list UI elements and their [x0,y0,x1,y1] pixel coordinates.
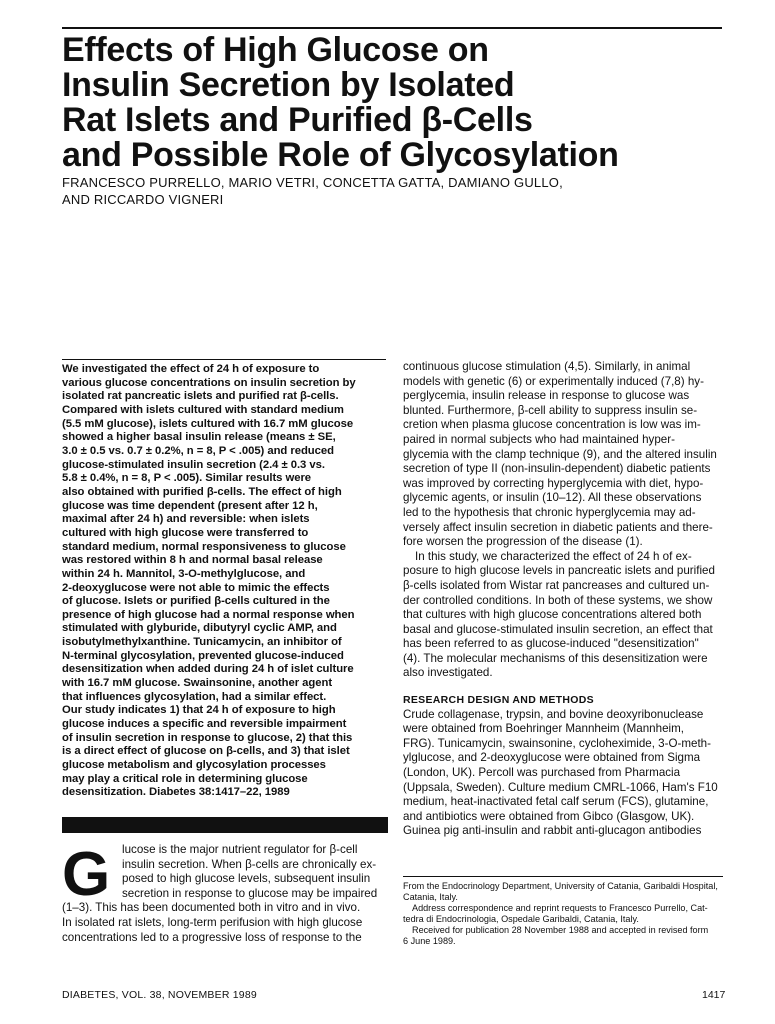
abstract-line: was restored within 8 h and normal basal release [62,554,323,567]
body-line: secretion of type II (non-insulin-dependent) diabetic patients [403,462,711,476]
body-line: led to the hypothesis that chronic hyperglycemia may ad- [403,505,696,519]
abstract-line: 5.8 ± 0.4%, n = 8, P < .005). Similar results were [62,472,312,485]
methods-paragraph [403,708,725,839]
abstract-line: of glucose. Islets or purified β-cells cultured in the [62,595,330,608]
footnote-line: Catania, Italy. [403,892,458,903]
abstract-line: 3.0 ± 0.5 vs. 0.7 ± 0.2%, n = 8, P < .005) and reduced [62,444,334,457]
abstract-line: stimulated with glyburide, dibutyryl cyclic AMP, and [62,622,337,635]
body-line: perglycemia, insulin release in response to glucose was [403,389,690,403]
intro-line: In isolated rat islets, long-term perifusion with high glucose [62,915,363,929]
body-line: der controlled conditions. In both of these systems, we show [403,593,713,607]
body-line: posure to high glucose levels in pancreatic islets and purified [403,564,715,578]
introduction-text [62,840,388,945]
page-number: 1417 [702,989,726,1001]
body-line: β-cells isolated from Wistar rat pancreases and cultured un- [403,578,710,592]
author-line: AND RICCARDO VIGNERI [62,192,224,207]
body-line: glycemic agents, or insulin (10–12). All these observations [403,491,702,505]
body-line: (4). The molecular mechanisms of this desensitization were [403,651,708,665]
abstract-line: glucose-stimulated insulin secretion (2.4 ± 0.3 vs. [62,458,325,471]
abstract-line: within 24 h. Mannitol, 3-O-methylglucose, and [62,567,306,580]
body-line: FRG). Tunicamycin, swainsonine, cycloheximide, 3-O-meth- [403,736,711,750]
body-line: fore worsen the progression of the disease (1). [403,535,643,549]
footnote-rule [403,876,723,877]
body-line: and antibiotics were obtained from Gibco (Glasgow, UK). [403,809,695,823]
abstract-line: also obtained with purified β-cells. The effect of high [62,485,342,498]
abstract-line: is a direct effect of glucose on β-cells, and 3) that islet [62,745,350,758]
abstract-line: desensitization. Diabetes 38:1417–22, 1989 [62,786,290,799]
abstract [62,363,388,800]
abstract-line: glucose metabolism and glycosylation processes [62,759,326,772]
title-line: Rat Islets and Purified β-Cells [62,101,533,139]
abstract-line: maximal after 24 h) and reversible: when islets [62,513,310,526]
author-line: FRANCESCO PURRELLO, MARIO VETRI, CONCETTA GATTA, DAMIANO GULLO, [62,175,563,190]
intro-line: lucose is the major nutrient regulator for β-cell [122,843,358,856]
body-line: versely affect insulin secretion in diabetic patients and there- [403,520,713,534]
abstract-line: of insulin secretion in response to glucose, 2) that this [62,731,353,744]
body-line: blunted. Furthermore, β-cell ability to suppress insulin se- [403,403,698,417]
abstract-line: isobutylmethylxanthine. Tunicamycin, an inhibitor of [62,636,342,649]
footnote-line: tedra di Endocrinologia, Ospedale Garibaldi, Catania, Italy. [403,914,639,925]
drop-cap: G [62,840,111,909]
body-line: models with genetic (6) or experimentally induced (7,8) hy- [403,374,704,388]
running-footer: DIABETES, VOL. 38, NOVEMBER 1989 [62,989,257,1001]
abstract-line: glucose was time dependent (present after 12 h, [62,499,318,512]
intro-continued-paragraph [403,360,725,550]
methods-heading: RESEARCH DESIGN AND METHODS [403,694,594,707]
footnotes [403,881,725,948]
abstract-line: 2-deoxyglucose were not able to mimic the effects [62,581,330,594]
title-line: and Possible Role of Glycosylation [62,136,619,174]
abstract-line: isolated rat pancreatic islets and purified rat β-cells. [62,390,339,403]
body-line: medium, heat-inactivated fetal calf serum (FCS), glutamine, [403,795,709,809]
study-aim-paragraph [403,550,725,681]
body-line: (Uppsala, Sweden). Culture medium CMRL-1066, Ham's F10 [403,780,718,794]
footnote-line: Received for publication 28 November 1988 and accepted in revised form [412,925,709,936]
intro-line: concentrations led to a progressive loss of response to the [62,930,362,944]
abstract-line: We investigated the effect of 24 h of exposure to [62,363,320,375]
author-list [62,174,662,208]
title-line: Insulin Secretion by Isolated [62,66,515,104]
top-rule [62,27,722,29]
abstract-line: N-terminal glycosylation, prevented glucose-induced [62,649,344,662]
footnote-line: Address correspondence and reprint requests to Francesco Purrello, Cat- [412,903,708,914]
intro-line: (1–3). This has been documented both in vitro and in vivo. [62,901,361,915]
abstract-line: standard medium, normal responsiveness to glucose [62,540,346,553]
intro-line: insulin secretion. When β-cells are chronically ex- [122,857,377,871]
body-line: (London, UK). Percoll was purchased from Pharmacia [403,766,681,780]
body-line: has been referred to as glucose-induced "desensitization" [403,637,699,651]
footnote-line: 6 June 1989. [403,936,456,947]
intro-line: secretion in response to glucose may be impaired [122,886,378,900]
body-line: cretion when plasma glucose concentration is low was im- [403,418,701,432]
abstract-line: with 16.7 mM glucose. Swainsonine, another agent [62,677,333,690]
title-line: Effects of High Glucose on [62,31,489,69]
abstract-line: showed a higher basal insulin release (means ± SE, [62,431,336,444]
body-line: In this study, we characterized the effect of 24 h of ex- [415,549,692,563]
intro-line: posed to high glucose levels, subsequent insulin [122,872,371,886]
abstract-line: various glucose concentrations on insulin secretion by [62,376,356,389]
body-line: was improved by correcting hyperglycemia with diet, hypo- [403,476,704,490]
body-line: that cultures with high glucose concentrations altered both [403,608,702,622]
right-column [403,360,725,839]
abstract-line: may play a critical role in determining glucose [62,772,308,785]
section-divider-bar [62,817,388,833]
abstract-line: glucose induces a specific and reversible impairment [62,718,347,731]
footnote-line: From the Endocrinology Department, University of Catania, Garibaldi Hospital, [403,881,718,891]
abstract-line: that influences glycosylation, had a similar effect. [62,690,327,703]
body-line: Guinea pig anti-insulin and rabbit anti-glucagon antibodies [403,824,702,838]
abstract-line: Our study indicates 1) that 24 h of exposure to high [62,704,336,717]
abstract-rule [62,359,386,360]
abstract-line: desensitization when added during 24 h of islet culture [62,663,354,676]
abstract-line: presence of high glucose had a normal response when [62,608,355,621]
body-line: ylglucose, and 2-deoxyglucose were obtained from Sigma [403,751,701,765]
body-line: were obtained from Boehringer Mannheim (Mannheim, [403,722,684,736]
body-line: continuous glucose stimulation (4,5). Similarly, in animal [403,360,691,373]
body-line: paired in normal subjects who had maintained hyper- [403,432,675,446]
abstract-line: cultured with high glucose were transferred to [62,526,309,539]
abstract-line: (5.5 mM glucose), islets cultured with 16.7 mM glucose [62,417,354,430]
article-title [62,33,722,173]
body-line: also investigated. [403,666,493,680]
body-line: Crude collagenase, trypsin, and bovine deoxyribonuclease [403,707,704,721]
body-line: glycemia with the clamp technique (9), and the altered insulin [403,447,717,461]
abstract-line: Compared with islets cultured with standard medium [62,403,344,416]
body-line: basal and glucose-stimulated insulin secretion, an effect that [403,622,713,636]
